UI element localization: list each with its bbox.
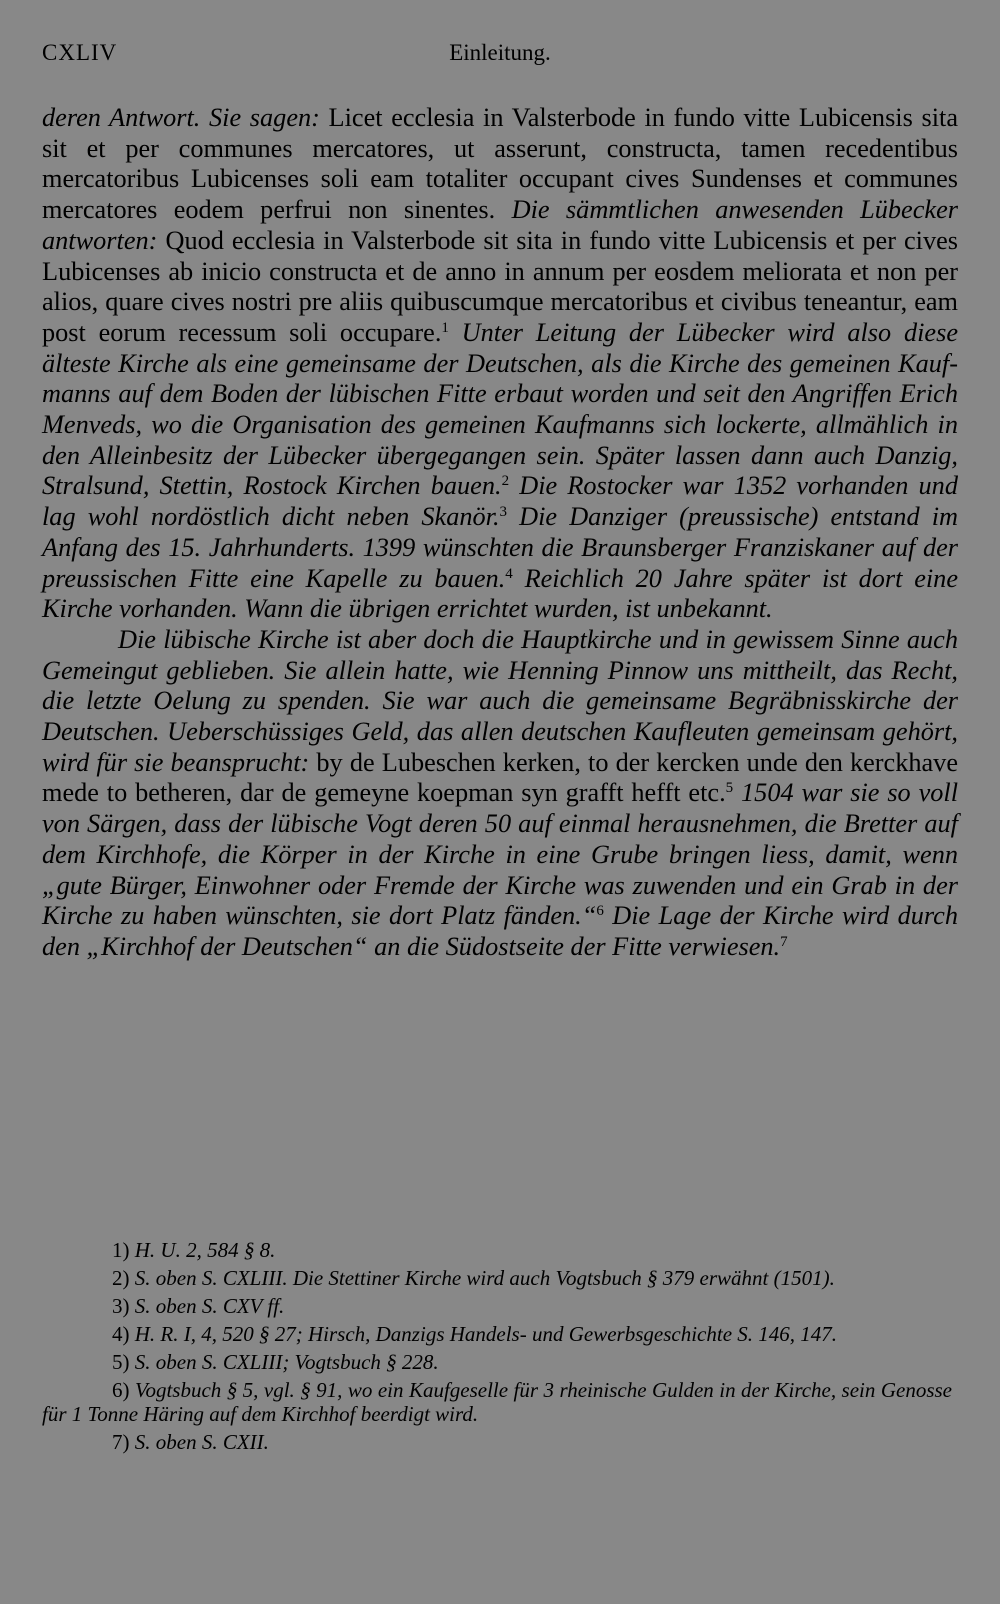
footnote-text: Vogtsbuch § 5, vgl. § 91, wo ein Kaufgeselle für 3 rheinische Gulden in der Kirche, sein Genosse für 1 Tonne Häring auf dem Kirchhof beerdigt wird. [42, 1378, 952, 1426]
footnote-number: 1) [112, 1238, 130, 1262]
footnote [42, 1266, 952, 1290]
footnote-number: 7) [112, 1430, 130, 1454]
running-title: Einleitung. [449, 40, 551, 65]
footnote-ref: 3 [499, 504, 508, 521]
footnote-ref: 2 [501, 473, 510, 490]
footnote-number: 3) [112, 1294, 130, 1318]
italic-text-run: Die Lage der Kirche wird durch den „Kirchhof der Deutschen“ an die Südostseite der Fitte verwiesen. [42, 901, 958, 961]
footnote [42, 1378, 952, 1426]
text-run: Quod ecclesia in Valsterbode sit sita in fundo vitte Lubicensis et per cives Lubicenses ab inicio constructa et de anno in annum per eosdem meliorata et non per alios, quare cives nostri pre aliis quibuscumque mercatoribus et civibus teneantur, eam post eorum recessum soli occupare. [42, 225, 959, 347]
italic-text-run: Die Rostocker war 1352 vorhanden und lag wohl nordöstlich dicht neben Skanör. [42, 471, 958, 532]
paragraph [42, 103, 958, 625]
text-run: Licet ecclesia in Valsterbode in fundo vitte Lubicensis sita sit et per communes mercatores, ut asserunt, constructa, tamen recedentibus mercatoribus Lubicenses soli eam totaliter occupant cives Sundenses et communes mercatores eodem perfrui non sinentes. [42, 103, 958, 225]
page-header [42, 40, 958, 76]
italic-text-run: Die sämmtlichen anwesenden Lübecker antworten: [42, 195, 958, 255]
paragraph [42, 625, 958, 963]
footnote [42, 1238, 952, 1262]
italic-text-run: Reichlich 20 Jahre später ist dort eine Kirche vorhanden. Wann die übrigen errichtet wurden, ist unbekannt. [42, 563, 958, 624]
footnote-text: S. oben S. CXV ff. [129, 1294, 285, 1318]
footnote-number: 4) [112, 1322, 130, 1346]
footnote [42, 1294, 952, 1318]
footnote-text: S. oben S. CXLIII; Vogtsbuch § 228. [129, 1350, 439, 1374]
italic-text-run: Die lübische Kirche ist aber doch die Hauptkirche und in gewissem Sinne auch Gemeingut geblieben. Sie allein hatte, wie Henning Pinnow uns mittheilt, das Recht, die letzte Oelung zu spenden. Sie war auch die gemeinsame Begräbnisskirche der Deutschen. Ueberschüssiges Geld, das allen deutschen Kaufleuten gemeinsam gehört, wird für sie beansprucht: [42, 624, 958, 777]
italic-text-run: deren Antwort. Sie sagen: [42, 103, 329, 132]
footnote-ref: 7 [780, 933, 788, 950]
italic-text-run: 1504 war sie so voll von Särgen, dass der lübische Vogt deren 50 auf einmal herausnehmen, die Bretter auf dem Kirchhofe, die Körper in der Kirche in eine Grube bringen liess, damit, wenn „gute Bürger, Einwohner oder Fremde der Kirche was zuwenden und ein Grab in der Kirche zu haben wünschten, sie dort Platz fänden.“ [42, 778, 958, 931]
footnote [42, 1350, 952, 1374]
footnote-ref: 6 [596, 903, 604, 920]
page-number: CXLIV [42, 40, 118, 65]
footnote [42, 1322, 952, 1346]
footnote-ref: 4 [505, 565, 513, 582]
body-text [42, 103, 958, 963]
footnotes [42, 1238, 952, 1458]
footnote-text: S. oben S. CXLIII. Die Stettiner Kirche wird auch Vogtsbuch § 379 erwähnt (1501). [129, 1266, 835, 1290]
footnote [42, 1430, 952, 1454]
footnote-number: 2) [112, 1266, 130, 1290]
text-run: by de Lubeschen kerken, to der kercken unde den kerckhave mede to betheren, dar de gemeyne koepman syn grafft hefft etc. [42, 747, 959, 808]
footnote-number: 6) [112, 1378, 130, 1402]
footnote-text: H. R. I, 4, 520 § 27; Hirsch, Danzigs Handels- und Gewerbsgeschichte S. 146, 147. [129, 1322, 838, 1346]
footnote-ref: 1 [441, 319, 449, 336]
footnote-ref: 5 [725, 780, 734, 797]
italic-text-run: Unter Leitung der Lübecker wird also diese älteste Kirche als eine gemeinsame der Deutschen, als die Kirche des gemeinen Kaufmanns auf dem Boden der lübischen Fitte erbaut worden und seit den Angriffen Erich Menveds, wo die Organisation des gemeinen Kaufmanns sich lockerte, allmählich in den Alleinbesitz der Lübecker übergegangen sein. Später lassen dann auch Danzig, Stralsund, Stettin, Rostock Kirchen bauen. [42, 317, 958, 501]
italic-text-run: Die Danziger (preussische) entstand im Anfang des 15. Jahrhunderts. 1399 wünschten die Braunsberger Franziskaner auf der preussischen Fitte eine Kapelle zu bauen. [42, 502, 958, 593]
footnote-text: S. oben S. CXII. [129, 1430, 269, 1454]
footnote-number: 5) [112, 1350, 130, 1374]
footnote-text: H. U. 2, 584 § 8. [129, 1238, 276, 1262]
